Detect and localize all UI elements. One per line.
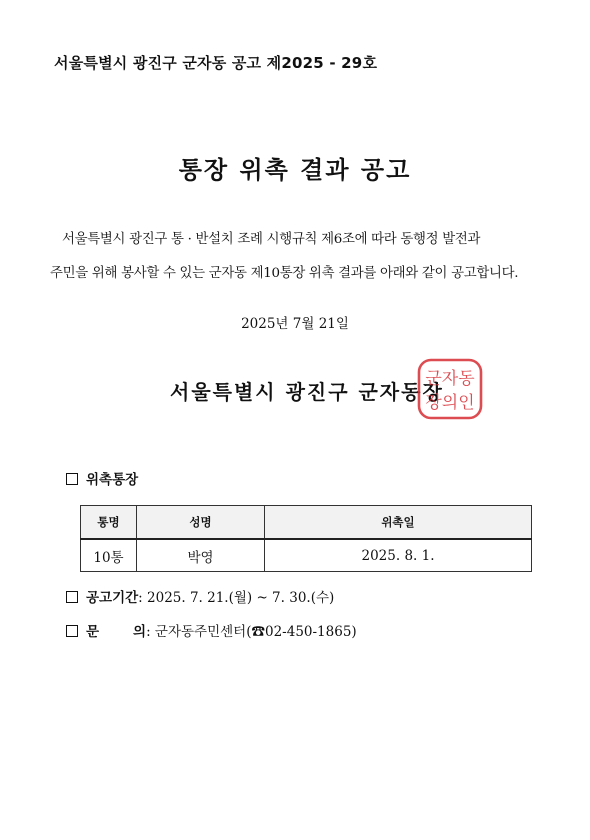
table-row: [81, 539, 532, 572]
checkbox-square-icon: [66, 473, 78, 485]
official-seal-stamp: [416, 357, 484, 421]
appointees-section-label: 위촉통장: [86, 472, 139, 488]
body-paragraph-line-2: 주민을 위해 봉사할 수 있는 군자동 제10통장 위촉 결과를 아래와 같이 공고합니다.: [50, 266, 519, 281]
header-appointment-date: 위촉일: [265, 506, 532, 540]
checkbox-square-icon: [66, 591, 78, 603]
appointees-section-heading: [66, 468, 138, 488]
notice-period-value: : 2025. 7. 21.(월) ~ 7. 30.(수): [138, 590, 335, 606]
document-title: 통장 위촉 결과 공고: [178, 156, 412, 184]
seal-text-line-2: 장의인: [425, 393, 475, 413]
body-paragraph-line-1: 서울특별시 광진구 통 · 반설치 조례 시행규칙 제6조에 따라 동행정 발전과: [62, 232, 481, 247]
header-tong-name: 통명: [81, 506, 137, 540]
inquiry-label-first-char: 문: [86, 624, 100, 640]
header-person-name: 성명: [137, 506, 265, 540]
notice-number: 서울특별시 광진구 군자동 공고 제2025 - 29호: [54, 54, 378, 72]
issuer-name: 서울특별시 광진구 군자동장: [170, 380, 444, 404]
notice-period-label: 공고기간: [86, 590, 139, 606]
cell-person-name: 박영: [137, 539, 265, 572]
cell-appointment-date: 2025. 8. 1.: [265, 539, 532, 572]
appointees-table: [80, 505, 532, 572]
inquiry-line: [66, 620, 357, 640]
cell-tong-name: 10통: [81, 539, 137, 572]
notice-date: 2025년 7월 21일: [241, 316, 349, 332]
checkbox-square-icon: [66, 625, 78, 637]
inquiry-label-second-char: 의: [133, 624, 147, 640]
table-header-row: [81, 506, 532, 540]
inquiry-value: : 군자동주민센터(☎02-450-1865): [146, 624, 357, 640]
seal-text-line-1: 군자동: [425, 369, 475, 389]
notice-period-line: [66, 586, 334, 606]
